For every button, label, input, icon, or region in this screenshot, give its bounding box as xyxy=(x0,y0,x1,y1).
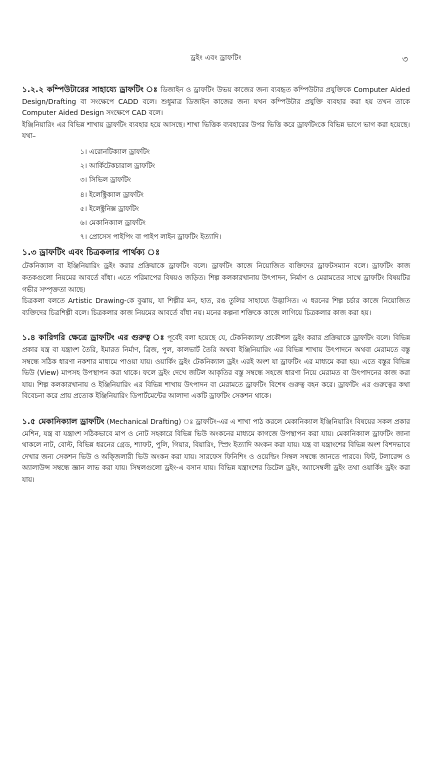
list-item: ৫। ইলেক্ট্রনিক্স ড্রাফটিং xyxy=(80,204,139,213)
section-1-2-2-paragraph xyxy=(22,84,410,120)
section-1-5-text: ড্রাফটিং-এর এ শাখা পাঠ করলে মেকানিক্যাল ইঞ্জিনিয়ারিং বিষয়ের সকল প্রকার মেশিন, যন্ত্র বা যন্ত্রাংশ সঠিকভাবে মাপ ও নোট সহকারে বিভিন্ন ভিউ অংকনের মাধ্যমে কাগজে উপস্থাপন করা যায়। মেকানিক্যাল ড্রাফটিং জানা থাকলে নাট, বোল্ট, বিভিন্ন ধরনের গ্রেড, শ্যাফট, পুলি, গিয়ার, বিয়ারিং, স্প্রিং ইত্যাদি অংকন করা যায়। যন্ত্র বা যন্ত্রাংশের বিভিন্ন অংশ বিশদভাবে দেখার জন্য সেকশন ভিউ ও অক্জিলারী ভিউ অংকন করা যায়। সারফেস ফিনিশিং ও ওয়েল্ডিং সিম্বল সম্বন্ধে জানতে পারবে। ফিট, টলারেন্স ও অ্যালাউন্স সম্বন্ধে জ্ঞান লাভ করা যায়। সিম্বলগুলো ড্রইং-এ বসান যায়। বিভিন্ন যন্ত্রাংশের ডিটেল ড্রইং, অ্যাসেম্বলী ড্রইং তথা ওয়ার্কিং ড্রইং করা যায়। xyxy=(22,417,410,484)
section-1-4-heading: ১.৪ কারিগরি ক্ষেত্রে ড্রাফটিং এর গুরুত্ব ঃ xyxy=(22,333,165,343)
section-1-4-paragraph xyxy=(22,332,410,403)
list-item: ৩। সিভিল ড্রাফটিং xyxy=(80,176,131,185)
section-1-3-paragraph-1: টেকনিক্যাল বা ইঞ্জিনিয়ারিং ড্রইং করার প্রক্রিয়াকে ড্রাফটিং বলে। ড্রাফটিং কাজে নিয়োজিত ব্যক্তিদের ড্রাফটসম্যান বলে। ড্রাফটিং কাজ কতকগুলো নিয়মের আবর্তে বাঁধা। এতে পরিমাপের বিষয়ও জড়িত। শিল্প কলকারখানায় উৎপাদন, নির্মাণ ও মেরামতের সাথে ড্রাফটিং বিষয়টির গভীর সম্পৃক্ততা আছে। xyxy=(22,262,410,294)
section-1-2-2-heading: ১.২.২ কম্পিউটারের সাহায্যে ড্রাফটিং ঃ xyxy=(22,85,158,94)
spacer xyxy=(22,403,410,416)
section-1-3-heading: ১.৩ ড্রাফটিং এবং চিত্রকলার পার্থক্য ঃ xyxy=(22,248,160,259)
section-1-4-text: পূর্বেই বলা হয়েছে যে, টেকনিক্যাল/ প্রকৌশল ড্রইং করার প্রক্রিয়াকে ড্রাফটিং বলে। বিভিন্ন প্রকার যন্ত্র বা যন্ত্রাংশ তৈরি, ইমারত নির্মাণ, ব্রিজ, পুল, কালভার্ট তৈরি অথবা ইঞ্জিনিয়ারিং এর বিভিন্ন শাখায় উৎপাদনে অথবা মেরামতে বস্তু সম্বন্ধে সঠিক ধারণা নকশার মাধ্যমে পাওয়া যায়। ওয়ার্কিং ড্রইং টেকনিক্যাল ড্রইং এরই অংশ যা ড্রাফটিং এর মাধ্যমে করা হয়। এতে বস্তুর বিভিন্ন ভিউ (View) মাপসহ উপস্থাপন করা থাকে। ফলে ড্রইং দেখে জটিল আকৃতির বস্তু সম্বন্ধে সহজে ধারণা নিয়ে মেরামত বা উৎপাদনের কাজ করা যায়। শিল্প কলকারখানায় ও ইঞ্জিনিয়ারিং এর বিভিন্ন শাখায় উৎপাদন বা মেরামতে ড্রাফটিং বিশেষ গুরুত্ব বহন করে। ড্রাফটিং এর গুরুত্বের কথা বিবেচনা করে প্রায় প্রত্যেক ইঞ্জিনিয়ারিং ডিপার্টমেন্টের আলাদা একটি ড্রাফটিং সেকশন থাকে। xyxy=(22,334,410,401)
section-1-3-paragraph-2: চিত্রকলা বলতে Artistic Drawing-কে বুঝায়, যা শিল্পীর মন, হাত, রঙ তুলির সাহায্যে উদ্ভাসিত। এ ধরনের শিল্প চর্চার কাজে নিয়োজিত ব্যক্তিদের চিত্রশিল্পী বলে। চিত্রকলার কাজ নিয়মের আবর্তে বাঁধা নয়। মনের কল্পনা শক্তিকে কাজে লাগিয়ে চিত্রকলার কাজ করা হয়। xyxy=(22,297,410,317)
page-content xyxy=(22,84,410,486)
running-header xyxy=(0,53,432,67)
section-1-2-2-paragraph-2: ইঞ্জিনিয়ারিং এর বিভিন্ন শাখায় ড্রাফটিং ব্যবহার হয়ে আসছে। শাখা ভিত্তিক ব্যবহারের উপর ভিত্তি করে ড্রাফটিংকে বিভিন্ন ভাগে ভাগ করা হয়েছে। যথা– xyxy=(22,120,410,141)
drafting-types-list xyxy=(22,145,410,244)
spacer xyxy=(22,319,410,332)
list-item: ১। এরোনটিক্যাল ড্রাফটিং xyxy=(80,147,150,156)
section-1-2-2-text: ডিজাইন ও ড্রাফটিং উভয় কাজের জন্য ব্যবহৃত কম্পিউটার প্রযুক্তিকে Computer Aided Design/Drafting বা সংক্ষেপে CADD বলে। শুধুমাত্র ডিজাইন কাজের জন্য যখন কম্পিউটার প্রযুক্তি ব্যবহার করা হয় তখন তাকে Computer Aided Design সংক্ষেপে CAD বলে। xyxy=(22,86,410,118)
section-1-5-heading: ১.৫ মেকানিক্যাল ড্রাফটিং xyxy=(22,416,105,426)
header-title: ড্রইং এবং ড্রাফটিং xyxy=(190,53,242,62)
list-item: ৬। মেকানিক্যাল ড্রাফটিং xyxy=(80,218,146,227)
page-number: ৩ xyxy=(402,55,408,65)
section-1-5-paragraph xyxy=(22,416,410,487)
list-item: ৭। প্রোসেস পাইপিং বা পাইপ লাইন ড্রাফটিং ইত্যাদি। xyxy=(80,233,222,242)
list-item: ৪। ইলেক্ট্রিক্যাল ড্রাফটিং xyxy=(80,190,144,199)
list-item: ২। আর্কিটেকচারাল ড্রাফটিং xyxy=(80,162,155,171)
section-1-5-heading-english: (Mechanical Drafting) ঃ xyxy=(106,417,194,426)
